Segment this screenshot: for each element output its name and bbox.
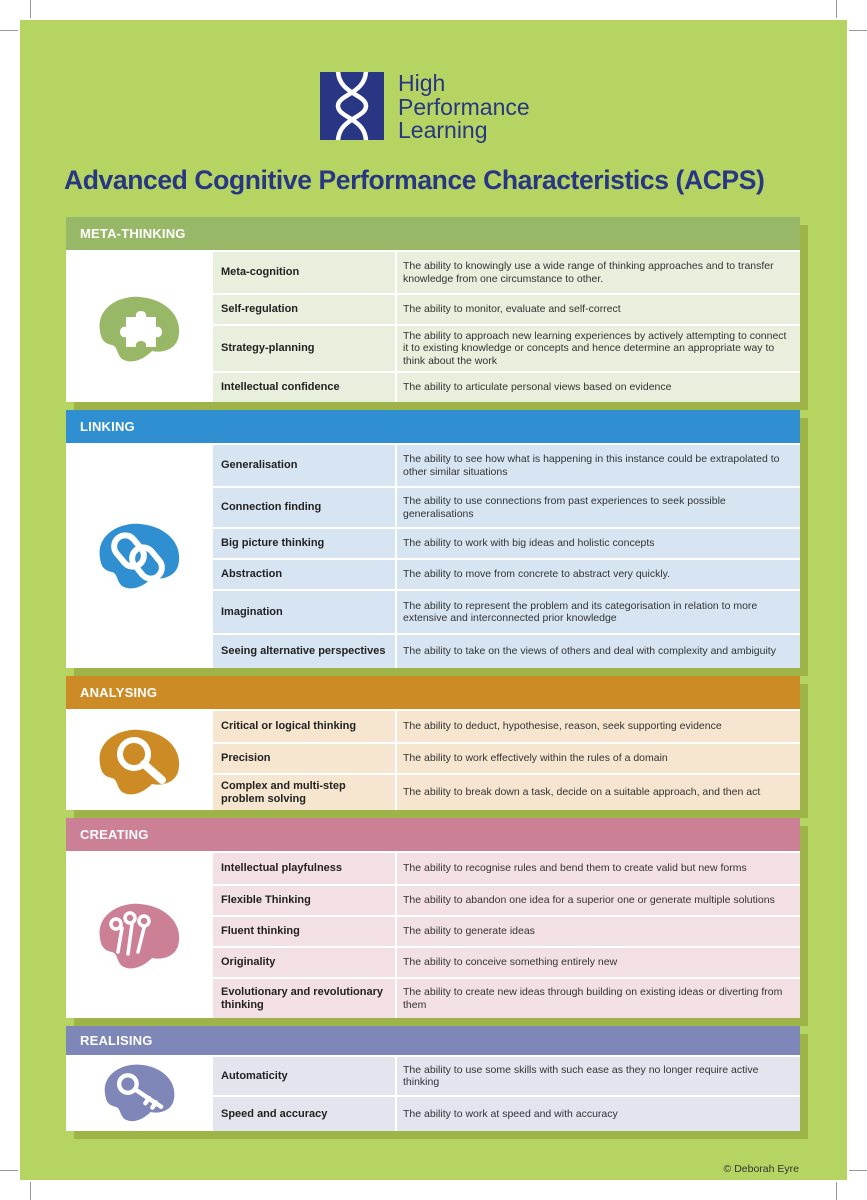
- characteristic-description: The ability to knowingly use a wide range of thinking approaches and to transfer knowledge from one circumstance to other.: [397, 252, 800, 293]
- list-item: [213, 371, 800, 402]
- section-rows: [213, 1057, 800, 1131]
- section-card: [66, 1026, 800, 1131]
- characteristic-term: Generalisation: [213, 445, 395, 486]
- characteristic-term: Complex and multi-step problem solving: [213, 775, 395, 810]
- brand-line-1: High: [398, 70, 446, 96]
- characteristic-term: Fluent thinking: [213, 917, 395, 946]
- section-header: ANALYSING: [66, 676, 800, 709]
- characteristic-term: Connection finding: [213, 488, 395, 527]
- brand-logo: [320, 72, 560, 164]
- section-linking: [66, 410, 800, 668]
- section-card: [66, 818, 800, 1018]
- list-item: [213, 1057, 800, 1095]
- brand-line-2: Performance: [398, 93, 530, 120]
- section-header: CREATING: [66, 818, 800, 851]
- section-rows: [213, 711, 800, 810]
- list-item: [213, 1095, 800, 1131]
- section-rows: [213, 853, 800, 1018]
- copyright-notice: © Deborah Eyre: [723, 1163, 799, 1175]
- list-item: [213, 324, 800, 371]
- characteristic-term: Seeing alternative perspectives: [213, 635, 395, 668]
- characteristic-description: The ability to conceive something entirely new: [397, 948, 800, 977]
- characteristic-description: The ability to represent the problem and its categorisation in relation to more extensive and interconnected prior knowledge: [397, 591, 800, 633]
- list-item: [213, 252, 800, 293]
- sprouting-ideas-icon: [86, 894, 196, 974]
- characteristic-term: Critical or logical thinking: [213, 711, 395, 742]
- section-rows: [213, 252, 800, 402]
- characteristic-description: The ability to break down a task, decide on a suitable approach, and then act: [397, 775, 800, 810]
- characteristic-term: Flexible Thinking: [213, 886, 395, 915]
- brand-name: [398, 72, 530, 143]
- list-item: [213, 915, 800, 946]
- characteristic-term: Originality: [213, 948, 395, 977]
- characteristic-description: The ability to move from concrete to abstract very quickly.: [397, 560, 800, 589]
- key-icon: [86, 1056, 196, 1126]
- characteristic-description: The ability to create new ideas through building on existing ideas or diverting from them: [397, 979, 800, 1018]
- crop-mark: [849, 30, 867, 31]
- list-item: [213, 773, 800, 810]
- list-item: [213, 558, 800, 589]
- brand-line-3: Learning: [398, 117, 488, 143]
- section-card: [66, 676, 800, 810]
- characteristic-description: The ability to recognise rules and bend them to create valid but new forms: [397, 853, 800, 884]
- characteristic-description: The ability to generate ideas: [397, 917, 800, 946]
- characteristic-description: The ability to use some skills with such ease as they no longer require active thinking: [397, 1057, 800, 1095]
- characteristic-term: Intellectual playfulness: [213, 853, 395, 884]
- section-meta-thinking: [66, 217, 800, 402]
- characteristic-term: Self-regulation: [213, 295, 395, 324]
- list-item: [213, 977, 800, 1018]
- section-creating: [66, 818, 800, 1018]
- characteristic-description: The ability to take on the views of others and deal with complexity and ambiguity: [397, 635, 800, 668]
- list-item: [213, 633, 800, 668]
- list-item: [213, 853, 800, 884]
- list-item: [213, 884, 800, 915]
- characteristic-description: The ability to work with big ideas and holistic concepts: [397, 529, 800, 558]
- crop-mark: [30, 1182, 31, 1200]
- characteristic-term: Abstraction: [213, 560, 395, 589]
- characteristic-description: The ability to deduct, hypothesise, reason, seek supporting evidence: [397, 711, 800, 742]
- characteristic-term: Precision: [213, 744, 395, 773]
- list-item: [213, 486, 800, 527]
- characteristic-term: Strategy-planning: [213, 326, 395, 371]
- section-header: LINKING: [66, 410, 800, 443]
- section-header: META-THINKING: [66, 217, 800, 250]
- characteristic-description: The ability to work effectively within the rules of a domain: [397, 744, 800, 773]
- list-item: [213, 946, 800, 977]
- characteristic-term: Meta-cognition: [213, 252, 395, 293]
- crop-mark: [836, 1182, 837, 1200]
- list-item: [213, 527, 800, 558]
- characteristic-description: The ability to articulate personal views based on evidence: [397, 373, 800, 402]
- chain-link-icon: [86, 514, 196, 594]
- characteristic-term: Automaticity: [213, 1057, 395, 1095]
- magnifying-glass-icon: [86, 720, 196, 800]
- list-item: [213, 589, 800, 633]
- characteristic-term: Speed and accuracy: [213, 1097, 395, 1131]
- characteristic-description: The ability to work at speed and with accuracy: [397, 1097, 800, 1131]
- characteristic-description: The ability to use connections from past experiences to seek possible generalisations: [397, 488, 800, 527]
- list-item: [213, 742, 800, 773]
- crop-mark: [849, 1170, 867, 1171]
- list-item: [213, 711, 800, 742]
- characteristic-term: Big picture thinking: [213, 529, 395, 558]
- section-realising: [66, 1026, 800, 1131]
- section-header: REALISING: [66, 1026, 800, 1055]
- crop-mark: [30, 0, 31, 18]
- characteristic-description: The ability to see how what is happening in this instance could be extrapolated to other similar situations: [397, 445, 800, 486]
- crop-mark: [0, 1170, 18, 1171]
- characteristic-description: The ability to monitor, evaluate and self-correct: [397, 295, 800, 324]
- puzzle-piece-icon: [86, 287, 196, 367]
- helix-logo-icon: [320, 72, 384, 140]
- crop-mark: [0, 30, 18, 31]
- list-item: [213, 445, 800, 486]
- section-analysing: [66, 676, 800, 810]
- section-card: [66, 410, 800, 668]
- crop-mark: [836, 0, 837, 18]
- characteristic-term: Imagination: [213, 591, 395, 633]
- page-title: Advanced Cognitive Performance Characteristics (ACPS): [64, 165, 765, 195]
- characteristic-description: The ability to abandon one idea for a superior one or generate multiple solutions: [397, 886, 800, 915]
- list-item: [213, 293, 800, 324]
- characteristic-description: The ability to approach new learning experiences by actively attempting to connect it to existing knowledge or concepts and hence determine an appropriate way to think about the work: [397, 326, 800, 371]
- characteristic-term: Intellectual confidence: [213, 373, 395, 402]
- poster-page: [20, 20, 847, 1180]
- section-card: [66, 217, 800, 402]
- characteristic-term: Evolutionary and revolutionary thinking: [213, 979, 395, 1018]
- section-rows: [213, 445, 800, 668]
